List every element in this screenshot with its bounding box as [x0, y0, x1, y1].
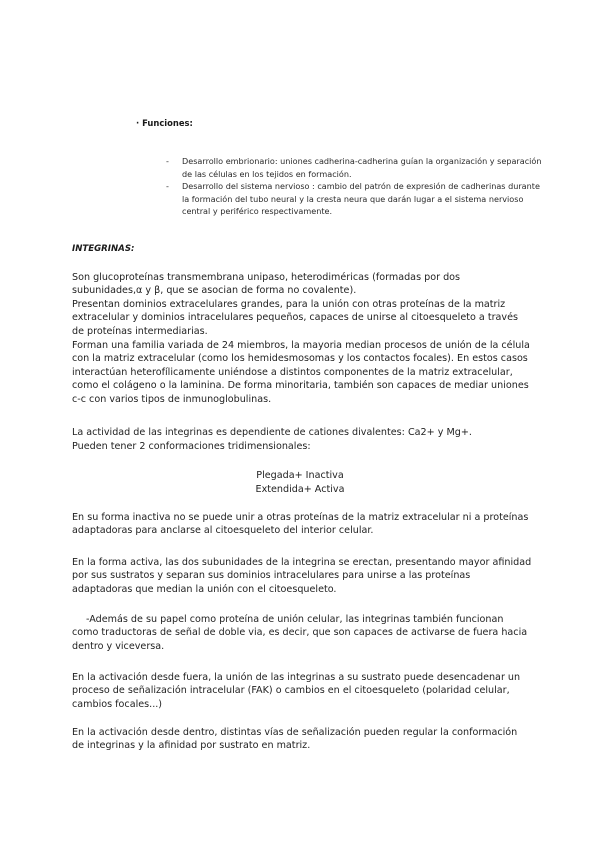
section-heading: INTEGRINAS: [72, 244, 135, 254]
paragraph-conformaciones: Pueden tener 2 conformaciones tridimensionales: [72, 441, 311, 452]
paragraph-dominios: Presentan dominios extracelulares grandes, para la unión con otras proteínas de la matriz extracelular y dominios intracelulares pequeños, capaces de unirse al citoesqueleto a través de proteínas intermediarias. [72, 299, 519, 337]
paragraph-activa: En la forma activa, las dos subunidades de la integrina se erectan, presentando mayor afinidad por sus sustratos y separan sus dominios intracelulares para unirse a las proteínas adaptadoras que median la unión con el citoesqueleto. [72, 557, 532, 595]
paragraph-desde-fuera: En la activación desde fuera, la unión de las integrinas a su sustrato puede desencadenar un proceso de señalización intracelular (FAK) o cambios en el citoesqueleto (polaridad celular, cambios focales...) [72, 672, 521, 710]
conformation-plegada: Plegada+ Inactiva [256, 470, 344, 481]
funciones-label: · Funciones: [136, 118, 193, 128]
paragraph-familia: Forman una familia variada de 24 miembros, la mayoria median procesos de unión de la célula con la matriz extracelular (como los hemidesmosomas y los contactos focales). En estos casos interactúan heterofílicamente uniéndose a distintos componentes de la matriz extracelular, como el colágeno o la laminina. De forma minoritaria, también son capaces de mediar uniones c-c con varios tipos de inmunoglobulinas. [72, 340, 530, 405]
list-item: - Desarrollo del sistema nervioso : cambio del patrón de expresión de cadherinas durante la formación del tubo neural y la cresta neura que darán lugar a el sistema nervioso central y periférico respectivamente. [168, 180, 548, 218]
funciones-list [168, 155, 548, 218]
paragraph-inactiva: En su forma inactiva no se puede unir a otras proteínas de la matriz extracelular ni a proteínas adaptadoras para anclarse al citoesqueleto del interior celular. [72, 512, 529, 537]
paragraph-traductoras: -Además de su papel como proteína de unión celular, las integrinas también funcionan como traductoras de señal de doble via, es decir, que son capaces de activarse de fuera hacia dentro y viceversa. [72, 614, 528, 652]
paragraph-definition: Son glucoproteínas transmembrana unipaso, heterodiméricas (formadas por dos subunidades,α y β, que se asocian de forma no covalente). [72, 272, 461, 297]
paragraph-cationes: La actividad de las integrinas es dependiente de cationes divalentes: Ca2+ y Mg+. [72, 427, 472, 438]
paragraph-desde-dentro: En la activación desde dentro, distintas vías de señalización pueden regular la conformación de integrinas y la afinidad por sustrato en matriz. [72, 727, 518, 752]
list-item: - Desarrollo embrionario: uniones cadherina-cadherina guían la organización y separación de las células en los tejidos en formación. [168, 155, 548, 180]
conformation-extendida: Extendida+ Activa [255, 484, 345, 495]
